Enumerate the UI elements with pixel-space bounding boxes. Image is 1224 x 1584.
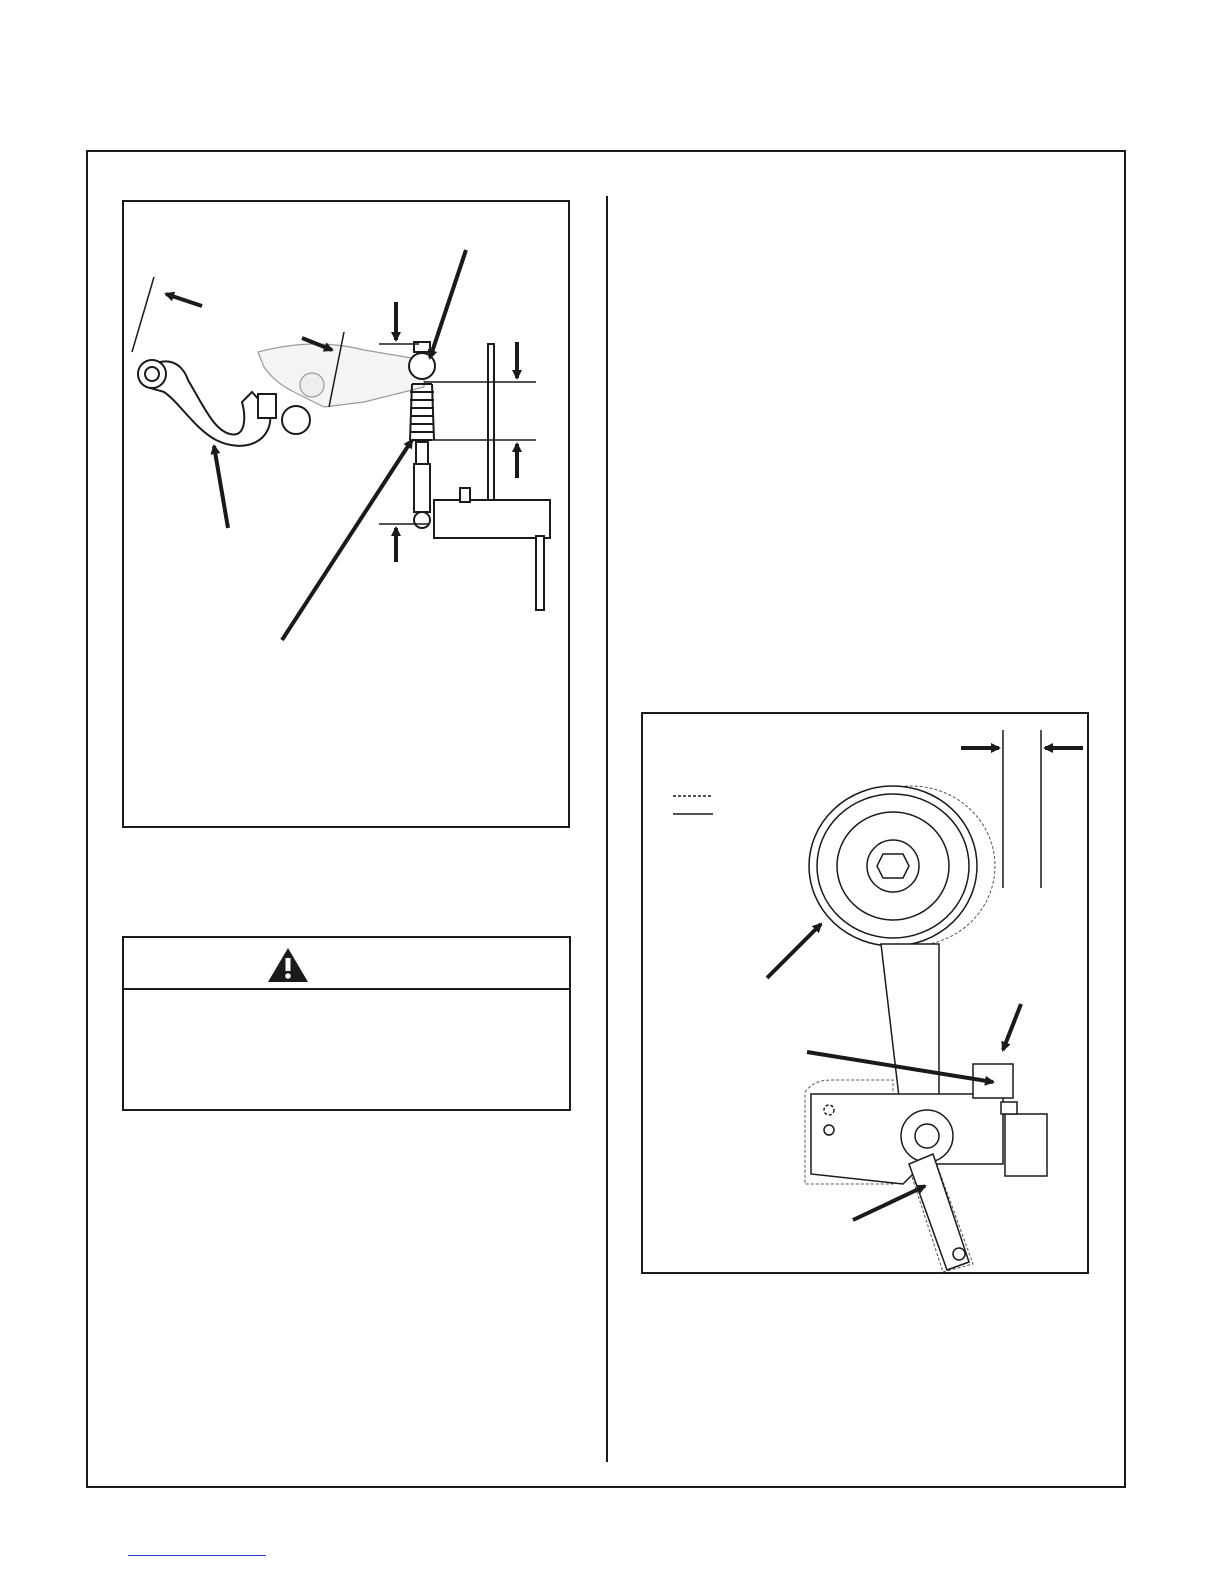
idler-pulley-figure xyxy=(641,712,1089,1274)
mounting-bracket xyxy=(434,344,550,610)
coil-spring xyxy=(409,342,435,528)
spring-linkage-drawing xyxy=(124,202,572,830)
footer-link[interactable] xyxy=(128,1555,266,1556)
faint-lever xyxy=(258,344,424,407)
idler-pulley-drawing xyxy=(643,714,1091,1276)
legend xyxy=(673,796,713,814)
spring-linkage-figure xyxy=(122,200,570,828)
callout-arrows xyxy=(166,250,517,640)
column-divider xyxy=(606,196,608,1462)
idler-arm xyxy=(811,944,1047,1270)
dimension-lines xyxy=(1003,730,1041,888)
idler-pulley xyxy=(809,786,977,946)
warning-box xyxy=(122,936,571,1111)
warning-triangle-icon xyxy=(266,946,310,984)
warning-header xyxy=(124,938,569,990)
